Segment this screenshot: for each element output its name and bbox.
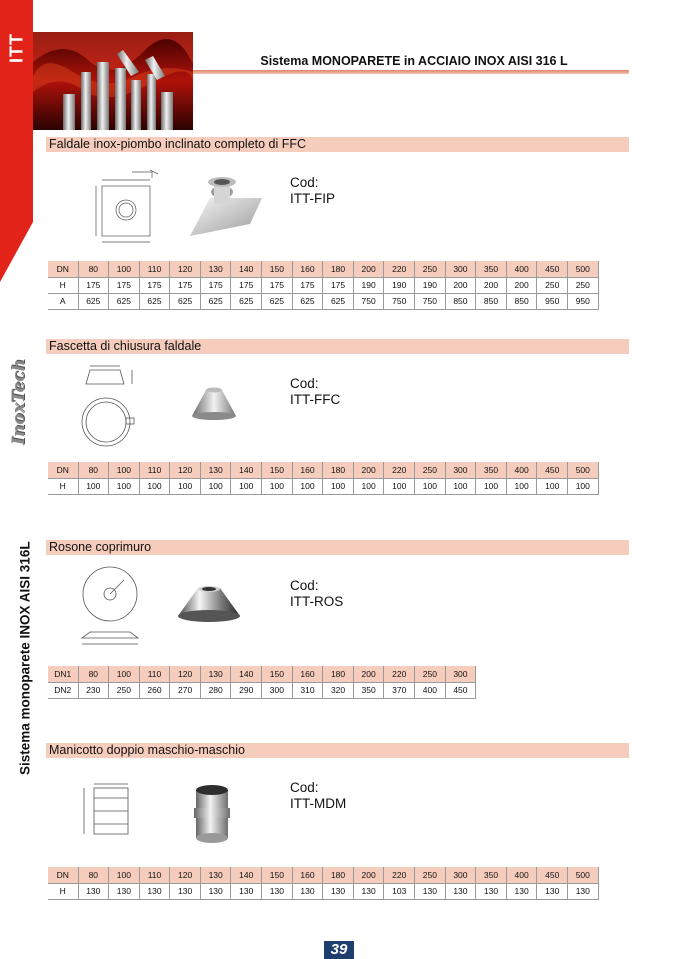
table-cell: 180 <box>323 666 354 682</box>
table-cell: 120 <box>170 867 201 883</box>
cod-value: ITT-MDM <box>290 796 347 811</box>
table-cell: 80 <box>78 462 109 478</box>
table-cell: 850 <box>476 293 507 309</box>
table-cell: 220 <box>384 261 415 277</box>
row-label-cell: DN <box>48 867 78 883</box>
table-cell: 120 <box>170 666 201 682</box>
cod-label: Cod: <box>290 578 319 593</box>
product-photo-ros <box>176 580 242 629</box>
table-cell: 220 <box>384 666 415 682</box>
product-code-ros <box>290 578 343 610</box>
table-cell: 110 <box>139 462 170 478</box>
table-cell: 100 <box>476 478 507 494</box>
row-label-cell: DN <box>48 261 78 277</box>
table-cell: 625 <box>231 293 262 309</box>
product-photo-ffc <box>188 382 240 427</box>
table-cell: 175 <box>139 277 170 293</box>
table-cell: 130 <box>200 666 231 682</box>
table-cell: 250 <box>415 867 446 883</box>
table-cell: 250 <box>568 277 599 293</box>
table-cell: 100 <box>78 478 109 494</box>
header-product-photo <box>33 32 193 130</box>
table-cell: 175 <box>292 277 323 293</box>
table-cell: 290 <box>231 682 262 698</box>
table-cell: 500 <box>568 462 599 478</box>
table-cell: 400 <box>506 462 537 478</box>
table-row <box>48 883 598 899</box>
table-cell: 500 <box>568 867 599 883</box>
section-title-mdm: Manicotto doppio maschio-maschio <box>46 743 629 758</box>
table-cell: 250 <box>415 666 446 682</box>
table-cell: 300 <box>262 682 293 698</box>
table-cell: 100 <box>353 478 384 494</box>
table-cell: 100 <box>292 478 323 494</box>
table-cell: 190 <box>384 277 415 293</box>
row-label-cell: H <box>48 277 78 293</box>
inoxtech-logo: InoxTech <box>9 358 29 445</box>
table-cell: 625 <box>170 293 201 309</box>
table-cell: 130 <box>200 867 231 883</box>
table-cell: 130 <box>170 883 201 899</box>
table-cell: 400 <box>415 682 446 698</box>
table-cell: 450 <box>537 261 568 277</box>
table-cell: 100 <box>384 478 415 494</box>
table-cell: 130 <box>200 883 231 899</box>
row-label-cell: H <box>48 478 78 494</box>
table-header-row <box>48 462 598 478</box>
table-cell: 100 <box>506 478 537 494</box>
product-code-ffc <box>290 376 340 408</box>
section-title-ffc: Fascetta di chiusura faldale <box>46 339 629 354</box>
page-header-title: Sistema MONOPARETE in ACCIAIO INOX AISI 316 L <box>260 54 568 68</box>
table-cell: 130 <box>231 883 262 899</box>
table-cell: 310 <box>292 682 323 698</box>
table-cell: 950 <box>537 293 568 309</box>
table-cell: 850 <box>506 293 537 309</box>
section-title-fip: Faldale inox-piombo inclinato completo di FFC <box>46 137 629 152</box>
table-cell: 150 <box>262 666 293 682</box>
table-row <box>48 277 598 293</box>
table-cell: 450 <box>537 462 568 478</box>
table-cell: 120 <box>170 462 201 478</box>
table-cell: 750 <box>415 293 446 309</box>
spec-table-ros <box>48 666 476 699</box>
table-cell: 130 <box>323 883 354 899</box>
table-cell: 180 <box>323 261 354 277</box>
table-cell: 100 <box>109 462 140 478</box>
table-cell: 625 <box>323 293 354 309</box>
table-row <box>48 682 476 698</box>
technical-drawing-ffc <box>76 362 142 457</box>
table-cell: 625 <box>139 293 170 309</box>
table-cell: 130 <box>476 883 507 899</box>
table-cell: 140 <box>231 666 262 682</box>
table-cell: 175 <box>262 277 293 293</box>
table-cell: 350 <box>476 867 507 883</box>
table-cell: 100 <box>323 478 354 494</box>
table-cell: 230 <box>78 682 109 698</box>
table-cell: 175 <box>109 277 140 293</box>
cod-value: ITT-FFC <box>290 392 341 407</box>
vertical-section-title: Sistema monoparete INOX AISI 316L <box>17 541 33 775</box>
row-label-cell: DN <box>48 462 78 478</box>
product-code-mdm <box>290 780 346 812</box>
table-cell: 850 <box>445 293 476 309</box>
spec-table-fip <box>48 261 599 310</box>
table-cell: 175 <box>170 277 201 293</box>
table-header-row <box>48 666 476 682</box>
table-cell: 160 <box>292 462 323 478</box>
table-cell: 250 <box>109 682 140 698</box>
table-cell: 300 <box>445 666 476 682</box>
table-cell: 220 <box>384 462 415 478</box>
table-cell: 200 <box>353 666 384 682</box>
table-cell: 130 <box>262 883 293 899</box>
table-cell: 130 <box>537 883 568 899</box>
table-cell: 180 <box>323 867 354 883</box>
table-cell: 100 <box>109 261 140 277</box>
table-cell: 110 <box>139 666 170 682</box>
table-cell: 220 <box>384 867 415 883</box>
table-cell: 160 <box>292 261 323 277</box>
table-cell: 200 <box>353 261 384 277</box>
table-cell: 950 <box>568 293 599 309</box>
table-cell: 750 <box>384 293 415 309</box>
table-cell: 280 <box>200 682 231 698</box>
table-cell: 100 <box>139 478 170 494</box>
table-cell: 100 <box>109 666 140 682</box>
table-cell: 130 <box>200 462 231 478</box>
table-cell: 200 <box>445 277 476 293</box>
table-cell: 300 <box>445 261 476 277</box>
table-cell: 190 <box>415 277 446 293</box>
brand-tag: ITT <box>6 33 27 63</box>
table-cell: 130 <box>568 883 599 899</box>
table-cell: 130 <box>78 883 109 899</box>
table-cell: 100 <box>231 478 262 494</box>
table-cell: 250 <box>537 277 568 293</box>
table-cell: 200 <box>353 867 384 883</box>
product-code-fip <box>290 175 335 207</box>
table-row <box>48 293 598 309</box>
cod-value: ITT-FIP <box>290 191 335 206</box>
table-cell: 120 <box>170 261 201 277</box>
table-cell: 260 <box>139 682 170 698</box>
table-cell: 625 <box>262 293 293 309</box>
table-cell: 130 <box>109 883 140 899</box>
table-cell: 130 <box>445 883 476 899</box>
table-cell: 100 <box>445 478 476 494</box>
table-cell: 625 <box>292 293 323 309</box>
table-cell: 100 <box>109 867 140 883</box>
table-cell: 625 <box>109 293 140 309</box>
row-label-cell: A <box>48 293 78 309</box>
table-cell: 100 <box>200 478 231 494</box>
table-cell: 130 <box>200 261 231 277</box>
cod-value: ITT-ROS <box>290 594 344 609</box>
table-cell: 100 <box>537 478 568 494</box>
table-cell: 150 <box>262 867 293 883</box>
table-cell: 450 <box>537 867 568 883</box>
table-cell: 320 <box>323 682 354 698</box>
table-cell: 400 <box>506 261 537 277</box>
table-cell: 130 <box>506 883 537 899</box>
table-cell: 140 <box>231 261 262 277</box>
table-cell: 140 <box>231 867 262 883</box>
table-cell: 100 <box>109 478 140 494</box>
spec-table-ffc <box>48 462 599 495</box>
table-cell: 100 <box>170 478 201 494</box>
table-cell: 80 <box>78 261 109 277</box>
table-cell: 750 <box>353 293 384 309</box>
technical-drawing-fip <box>92 160 164 251</box>
table-header-row <box>48 867 598 883</box>
table-cell: 175 <box>323 277 354 293</box>
section-title-ros: Rosone coprimuro <box>46 540 629 555</box>
table-cell: 300 <box>445 462 476 478</box>
table-cell: 350 <box>476 261 507 277</box>
table-cell: 200 <box>506 277 537 293</box>
table-cell: 175 <box>231 277 262 293</box>
page-number-badge: 39 <box>324 941 354 959</box>
technical-drawing-ros <box>76 566 146 657</box>
table-cell: 160 <box>292 666 323 682</box>
table-cell: 350 <box>353 682 384 698</box>
table-cell: 175 <box>200 277 231 293</box>
table-cell: 450 <box>445 682 476 698</box>
table-cell: 250 <box>415 462 446 478</box>
table-header-row <box>48 261 598 277</box>
table-cell: 130 <box>292 883 323 899</box>
cod-label: Cod: <box>290 175 319 190</box>
table-cell: 103 <box>384 883 415 899</box>
table-cell: 130 <box>139 883 170 899</box>
table-cell: 300 <box>445 867 476 883</box>
table-row <box>48 478 598 494</box>
table-cell: 130 <box>415 883 446 899</box>
table-cell: 150 <box>262 261 293 277</box>
table-cell: 110 <box>139 261 170 277</box>
table-cell: 370 <box>384 682 415 698</box>
table-cell: 80 <box>78 666 109 682</box>
table-cell: 190 <box>353 277 384 293</box>
product-photo-mdm <box>192 782 232 849</box>
spec-table-mdm <box>48 867 599 900</box>
product-photo-fip <box>190 172 262 241</box>
cod-label: Cod: <box>290 376 319 391</box>
table-cell: 130 <box>353 883 384 899</box>
table-cell: 200 <box>476 277 507 293</box>
table-cell: 350 <box>476 462 507 478</box>
table-cell: 500 <box>568 261 599 277</box>
cod-label: Cod: <box>290 780 319 795</box>
table-cell: 250 <box>415 261 446 277</box>
table-cell: 140 <box>231 462 262 478</box>
row-label-cell: H <box>48 883 78 899</box>
table-cell: 625 <box>78 293 109 309</box>
table-cell: 100 <box>415 478 446 494</box>
table-cell: 160 <box>292 867 323 883</box>
table-cell: 150 <box>262 462 293 478</box>
table-cell: 180 <box>323 462 354 478</box>
table-cell: 625 <box>200 293 231 309</box>
table-cell: 200 <box>353 462 384 478</box>
table-cell: 110 <box>139 867 170 883</box>
table-cell: 100 <box>262 478 293 494</box>
row-label-cell: DN1 <box>48 666 78 682</box>
row-label-cell: DN2 <box>48 682 78 698</box>
header-rule <box>193 70 629 74</box>
table-cell: 270 <box>170 682 201 698</box>
technical-drawing-mdm <box>80 782 140 843</box>
table-cell: 80 <box>78 867 109 883</box>
table-cell: 100 <box>568 478 599 494</box>
table-cell: 175 <box>78 277 109 293</box>
table-cell: 400 <box>506 867 537 883</box>
